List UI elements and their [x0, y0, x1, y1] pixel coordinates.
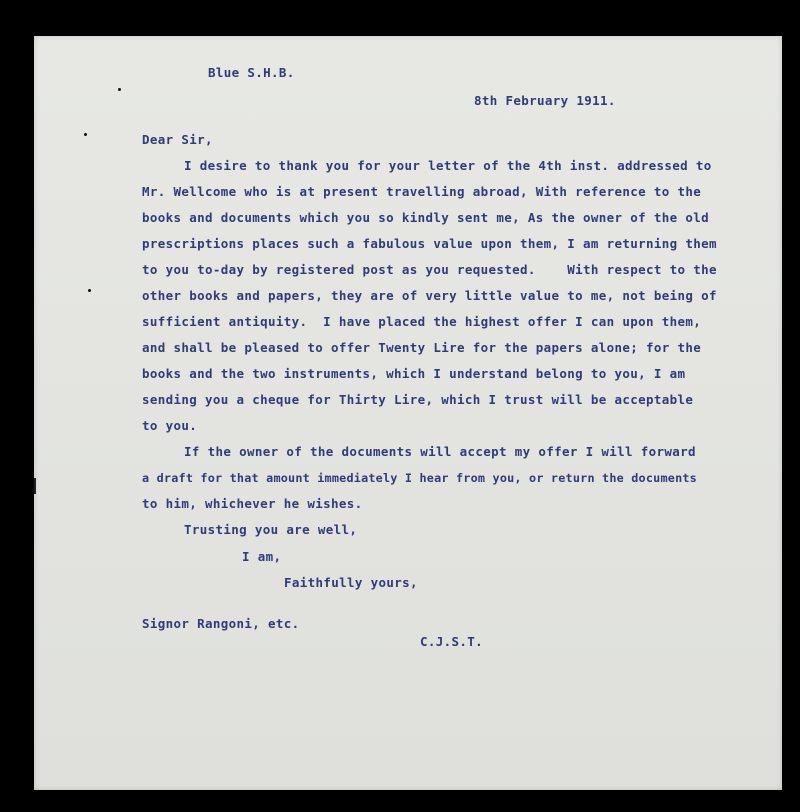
body-line-13: a draft for that amount immediately I hear from you, or return the documents [142, 471, 697, 485]
reference-code: Blue S.H.B. [208, 65, 295, 80]
body-line-1: I desire to thank you for your letter of the 4th inst. addressed to [184, 158, 712, 173]
body-line-9: books and the two instruments, which I understand belong to you, I am [142, 366, 686, 381]
body-line-10: sending you a cheque for Thirty Lire, which I trust will be acceptable [142, 392, 694, 407]
body-line-5: to you to-day by registered post as you requested. With respect to the [142, 262, 717, 277]
body-line-4: prescriptions places such a fabulous value upon them, I am returning them [142, 236, 717, 251]
body-line-8: and shall be pleased to offer Twenty Lire for the papers alone; for the [142, 340, 702, 355]
body-line-12: If the owner of the documents will accept my offer I will forward [184, 444, 696, 459]
paper-speck [88, 289, 91, 292]
body-line-6: other books and papers, they are of very little value to me, not being of [142, 288, 717, 303]
letter-page [34, 36, 782, 790]
body-line-2: Mr. Wellcome who is at present travelling abroad, With reference to the [142, 184, 702, 199]
body-line-3: books and documents which you so kindly sent me, As the owner of the old [142, 210, 710, 225]
body-line-7: sufficient antiquity. I have placed the highest offer I can upon them, [142, 314, 702, 329]
body-line-11: to you. [142, 418, 198, 433]
body-line-15: Trusting you are well, [184, 522, 358, 537]
paper-speck [84, 133, 87, 136]
letter-date: 8th February 1911. [474, 93, 616, 108]
closing-faithfully: Faithfully yours, [284, 575, 418, 590]
addressee: Signor Rangoni, etc. [142, 616, 300, 631]
signature-initials: C.J.S.T. [420, 634, 484, 649]
salutation: Dear Sir, [142, 132, 213, 147]
body-line-14: to him, whichever he wishes. [142, 496, 363, 511]
edge-mark [34, 478, 36, 494]
paper-speck [118, 88, 121, 91]
closing-i-am: I am, [242, 549, 282, 564]
